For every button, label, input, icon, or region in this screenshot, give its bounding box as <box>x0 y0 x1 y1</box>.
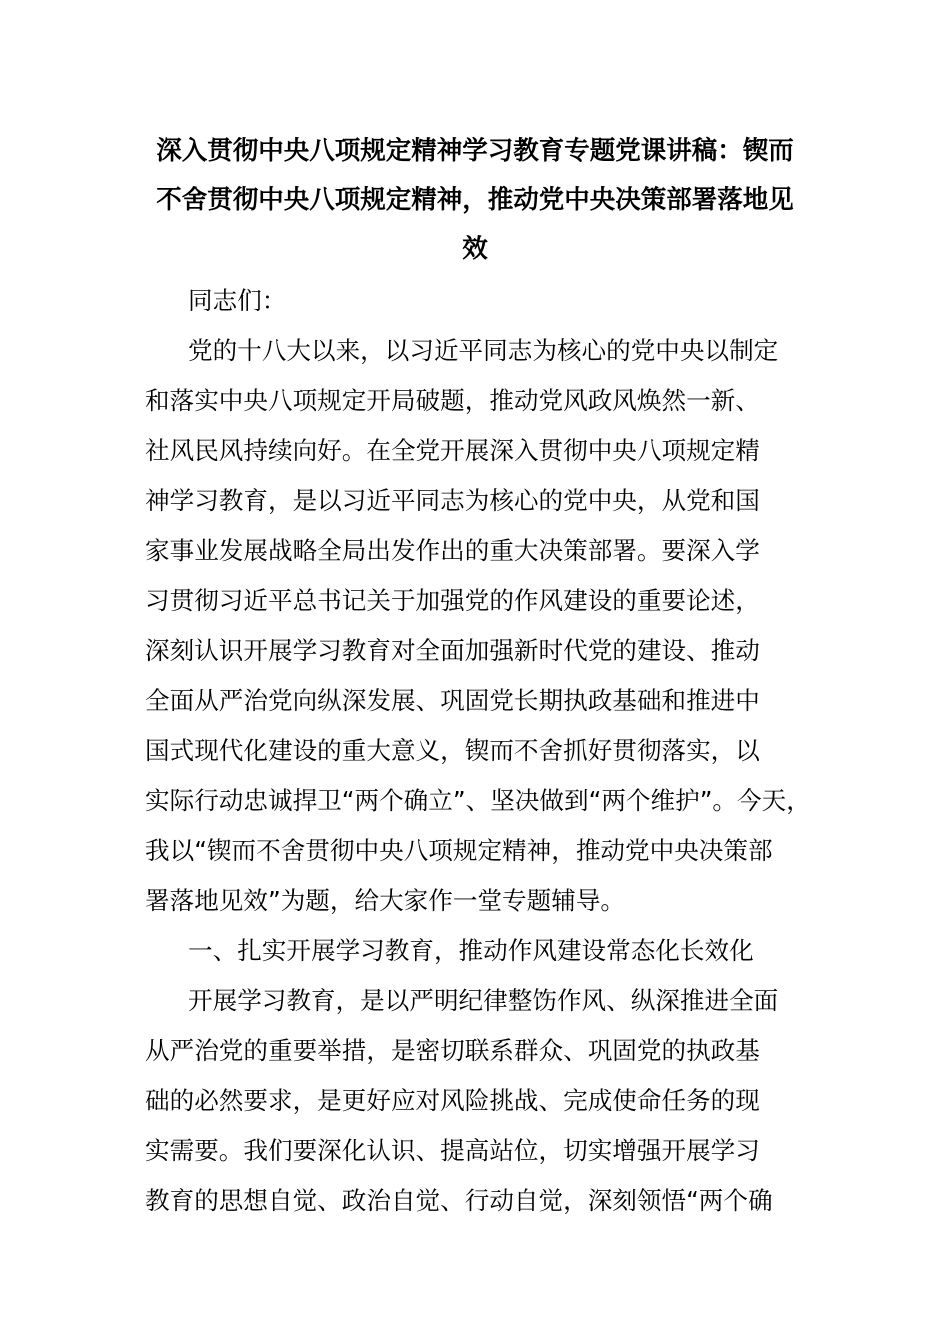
paragraph-line: 家事业发展战略全局出发作出的重大决策部署。要深入学 <box>145 536 760 565</box>
paragraph-line: 党的十八大以来，以习近平同志为核心的党中央以制定 <box>188 336 779 365</box>
paragraph-line: 我以“锲而不舍贯彻中央八项规定精神，推动党中央决策部 <box>145 836 773 865</box>
title-line: 效 <box>462 234 488 264</box>
paragraph-line: 深刻认识开展学习教育对全面加强新时代党的建设、推动 <box>145 636 760 665</box>
paragraph-line: 习贯彻习近平总书记关于加强党的作风建设的重要论述， <box>145 586 760 615</box>
paragraph-line: 国式现代化建设的重大意义，锲而不舍抓好贯彻落实，以 <box>145 736 760 765</box>
document-body <box>145 276 815 1226</box>
paragraph-line: 从严治党的重要举措，是密切联系群众、巩固党的执政基 <box>145 1036 760 1065</box>
paragraph-2 <box>145 976 815 1226</box>
paragraph-line: 教育的思想自觉、政治自觉、行动自觉，深刻领悟“两个确 <box>145 1186 773 1215</box>
paragraph-line: 神学习教育，是以习近平同志为核心的党中央，从党和国 <box>145 486 760 515</box>
section-heading: 一、扎实开展学习教育，推动作风建设常态化长效化 <box>188 936 754 965</box>
paragraph-line: 实需要。我们要深化认识、提高站位，切实增强开展学习 <box>145 1136 760 1165</box>
paragraph-line: 署落地见效”为题，给大家作一堂专题辅导。 <box>145 886 626 915</box>
paragraph-line: 社风民风持续向好。在全党开展深入贯彻中央八项规定精 <box>145 436 760 465</box>
salutation: 同志们： <box>188 286 287 315</box>
title-line: 不舍贯彻中央八项规定精神，推动党中央决策部署落地见 <box>156 185 794 215</box>
paragraph-line: 全面从严治党向纵深发展、巩固党长期执政基础和推进中 <box>145 686 760 715</box>
paragraph-line: 实际行动忠诚捍卫“两个确立”、坚决做到“两个维护”。今天， <box>145 786 811 815</box>
paragraph-line: 和落实中央八项规定开局破题，推动党风政风焕然一新、 <box>145 386 760 415</box>
paragraph-line: 开展学习教育，是以严明纪律整饬作风、纵深推进全面 <box>188 986 779 1015</box>
paragraph-1 <box>145 326 815 926</box>
paragraph-line: 础的必然要求，是更好应对风险挑战、完成使命任务的现 <box>145 1086 760 1115</box>
title-line: 深入贯彻中央八项规定精神学习教育专题党课讲稿：锲而 <box>156 136 794 166</box>
document-title <box>145 127 805 274</box>
